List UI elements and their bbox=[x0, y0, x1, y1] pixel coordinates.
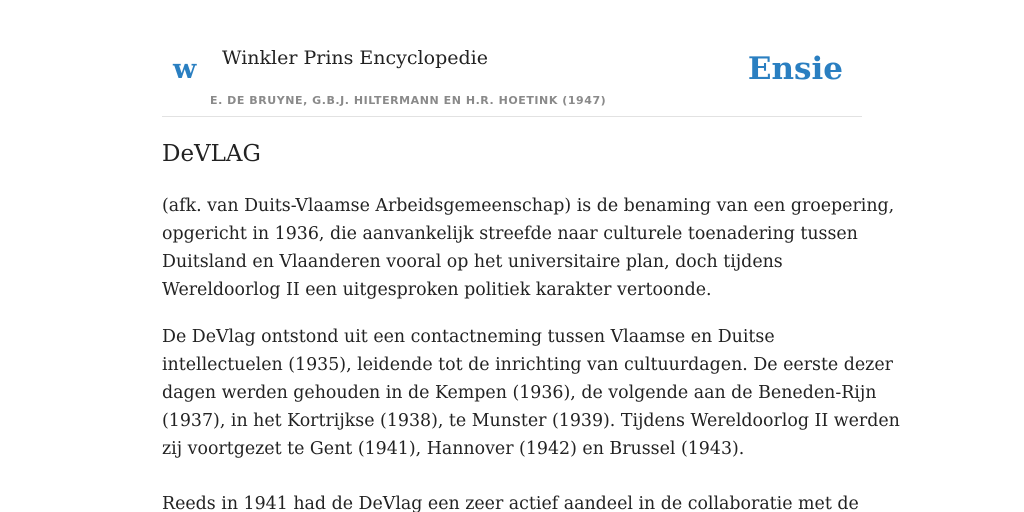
article-paragraph-3 bbox=[162, 490, 872, 512]
article-paragraph-1 bbox=[162, 192, 895, 304]
publication-title[interactable]: Winkler Prins Encyclopedie bbox=[222, 47, 488, 69]
paragraph-line: dagen werden gehouden in de Kempen (1936), de volgende aan de Beneden-Rijn bbox=[162, 383, 877, 403]
paragraph-line: (1937), in het Kortrijkse (1938), te Munster (1939). Tijdens Wereldoorlog II werden bbox=[162, 411, 900, 431]
article-title: DeVLAG bbox=[162, 141, 261, 167]
paragraph-line: zij voortgezet te Gent (1941), Hannover (1942) en Brussel (1943). bbox=[162, 439, 745, 459]
publication-authors: E. DE BRUYNE, G.B.J. HILTERMANN EN H.R. HOETINK (1947) bbox=[210, 94, 607, 107]
winkler-prins-logo-icon[interactable]: w bbox=[173, 54, 197, 85]
site-header bbox=[162, 0, 862, 117]
paragraph-line: Reeds in 1941 had de DeVlag een zeer actief aandeel in de collaboratie met de bbox=[162, 494, 859, 512]
paragraph-line: intellectuelen (1935), leidende tot de inrichting van cultuurdagen. De eerste dezer bbox=[162, 355, 893, 375]
paragraph-line: De DeVlag ontstond uit een contactneming tussen Vlaamse en Duitse bbox=[162, 327, 775, 347]
article-paragraph-2 bbox=[162, 323, 900, 463]
paragraph-line: Duitsland en Vlaanderen vooral op het universitaire plan, doch tijdens bbox=[162, 252, 783, 272]
paragraph-line: opgericht in 1936, die aanvankelijk streefde naar culturele toenadering tussen bbox=[162, 224, 858, 244]
ensie-brand-logo[interactable]: Ensie bbox=[747, 51, 843, 87]
paragraph-line: (afk. van Duits-Vlaamse Arbeidsgemeenschap) is de benaming van een groepering, bbox=[162, 196, 895, 216]
paragraph-line: Wereldoorlog II een uitgesproken politiek karakter vertoonde. bbox=[162, 280, 712, 300]
